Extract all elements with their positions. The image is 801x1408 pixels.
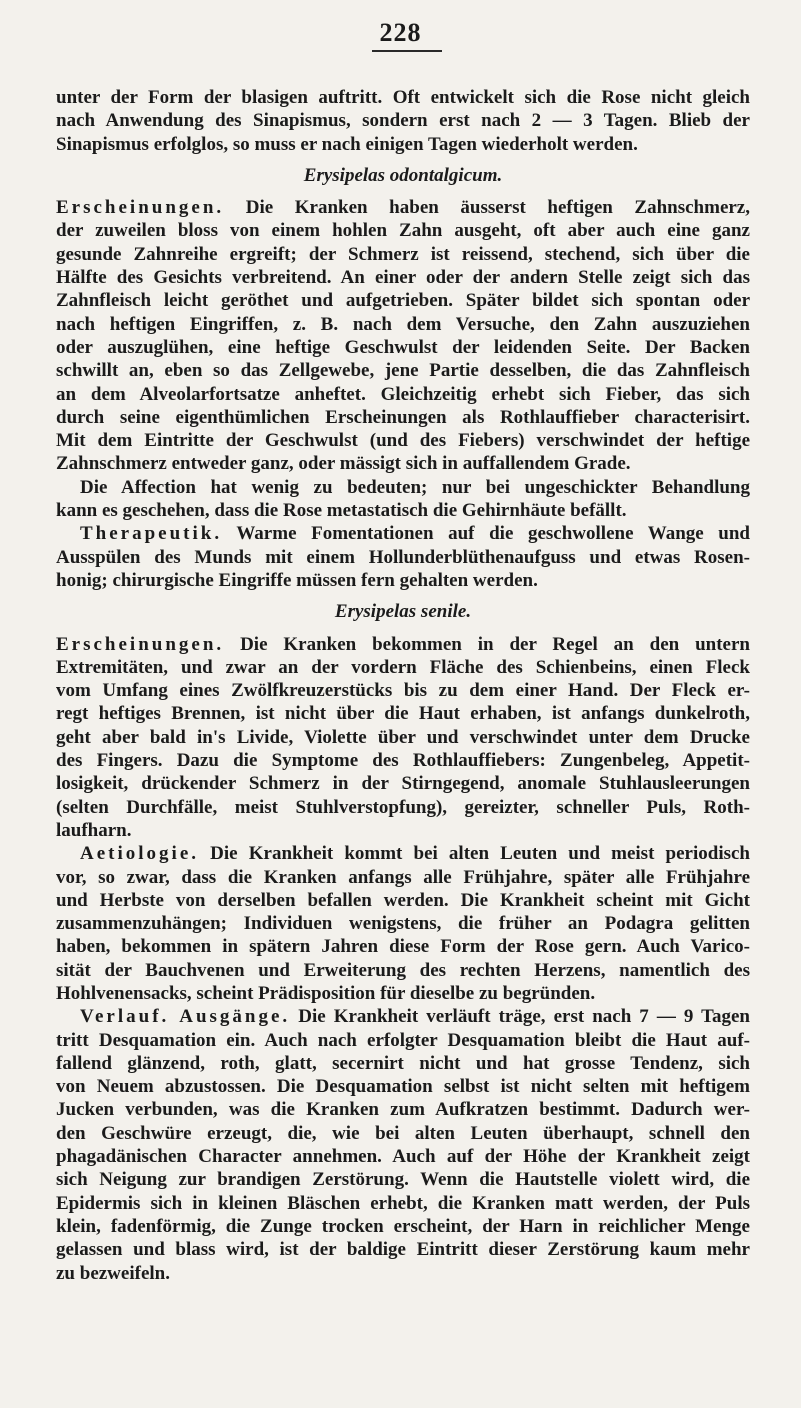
text-line: an dem Alveolarfortsatze anheftet. Gleichzeitig erhebt sich Fieber, das sich [56, 383, 750, 405]
text-line: Hälfte des Gesichts verbreitend. An einer oder der andern Stelle zeigt sich das [56, 267, 750, 289]
paragraph-start: Erscheinungen. Die Kranken haben äusserst heftigen Zahnschmerz, [56, 197, 750, 219]
section-heading-senile: Erysipelas senile. [334, 601, 472, 623]
text-line: der zuweilen bloss von einem hohlen Zahn ausgeht, oft aber auch eine ganz [56, 220, 750, 242]
paragraph-start: Verlauf. Ausgänge. Die Krankheit verläuft träge, erst nach 7 — 9 Tagen [80, 1006, 751, 1028]
text-line: Ausspülen des Munds mit einem Hollunderblüthenaufguss und etwas Rosen- [56, 546, 750, 568]
text-line: tritt Desquamation ein. Auch nach erfolgter Desquamation bleibt die Haut auf- [56, 1029, 750, 1051]
text-line: honig; chirurgische Eingriffe müssen fern gehalten werden. [56, 569, 538, 591]
paragraph-label: Aetiologie. [80, 843, 200, 865]
paragraph-start: Aetiologie. Die Krankheit kommt bei alten Leuten und meist periodisch [80, 843, 750, 865]
text-line: unter der Form der blasigen auftritt. Oft entwickelt sich die Rose nicht gleich [56, 87, 750, 108]
text-line: zusammenzuhängen; Individuen wenigstens, die früher an Podagra gelitten [56, 913, 750, 935]
text-line: Epidermis sich in kleinen Bläschen erhebt, die Kranken matt werden, der Puls [56, 1192, 750, 1214]
text-line: Hohlvenensacks, scheint Prädisposition für dieselbe zu begründen. [56, 982, 596, 1004]
body-text [56, 86, 750, 1285]
text-line: laufharn. [56, 819, 132, 841]
text-line: zu bezweifeln. [56, 1262, 170, 1284]
text-line: Mit dem Eintritte der Geschwulst (und des Fiebers) verschwindet der heftige [56, 430, 750, 452]
text-line: klein, fadenförmig, die Zunge trocken erscheint, der Harn in reichlicher Menge [56, 1215, 750, 1237]
section-heading-odontalgicum: Erysipelas odontalgicum. [303, 164, 503, 186]
text-line: vom Umfang eines Zwölfkreuzerstücks bis zu dem einer Hand. Der Fleck er- [56, 680, 750, 702]
paragraph-label: Verlauf. Ausgänge. [80, 1006, 291, 1028]
text-line: gelassen und blass wird, ist der baldige Eintritt dieser Zerstörung kaum mehr [56, 1239, 750, 1261]
paragraph-label: Erscheinungen. [56, 197, 225, 219]
text-line: Zahnfleisch leicht geröthet und aufgetrieben. Später bildet sich spontan oder [56, 290, 750, 312]
text-line: geht aber bald in's Livide, Violette über und verschwindet unter dem Drucke [56, 726, 750, 748]
text-line: Die Affection hat wenig zu bedeuten; nur bei ungeschickter Behandlung [80, 476, 750, 498]
text-line: Jucken verbunden, was die Kranken zum Aufkratzen bestimmt. Dadurch wer- [56, 1099, 750, 1121]
paragraph-label: Erscheinungen. [56, 633, 225, 655]
text-line: gesunde Zahnreihe ergreift; der Schmerz ist reissend, stechend, sich über die [56, 243, 750, 265]
text-line: Extremitäten, und zwar an der vordern Fläche des Schienbeins, einen Fleck [56, 656, 750, 678]
text-line: von Neuem abzustossen. Die Desquamation selbst ist nicht selten mit heftigem [56, 1076, 750, 1098]
text-line: durch seine eigenthümlichen Erscheinungen als Rothlauffieber characterisirt. [56, 406, 750, 428]
text-line: Zahnschmerz entweder ganz, oder mässigt sich in auffallendem Grade. [56, 453, 631, 475]
paragraph-start: Therapeutik. Warme Fomentationen auf die geschwollene Wange und [80, 523, 750, 545]
text-line: (selten Durchfälle, meist Stuhlverstopfung), gereizter, schneller Puls, Roth- [56, 796, 750, 818]
text-line: nach Anwendung des Sinapismus, sondern erst nach 2 — 3 Tagen. Blieb der [56, 110, 750, 132]
text-line: des Fingers. Dazu die Symptome des Rothlauffiebers: Zungenbeleg, Appetit- [56, 750, 750, 772]
page-number: 228 [379, 18, 422, 47]
paragraph-label: Therapeutik. [80, 523, 223, 545]
paragraph-start: Erscheinungen. Die Kranken bekommen in der Regel an den untern [56, 633, 750, 655]
header-rule [372, 50, 442, 52]
text-line: und Herbste von derselben befallen werden. Die Krankheit scheint mit Gicht [56, 889, 750, 911]
text-line: regt heftiges Brennen, ist nicht über die Haut erhaben, ist anfangs dunkelroth, [56, 703, 750, 725]
text-line: vor, so zwar, dass die Kranken anfangs alle Frühjahre, später alle Frühjahre [56, 866, 750, 888]
text-line: phagadänischen Character annehmen. Auch auf der Höhe der Krankheit zeigt [56, 1146, 750, 1168]
text-line: sität der Bauchvenen und Erweiterung des rechten Herzens, namentlich des [56, 959, 750, 981]
text-line: schwillt an, eben so das Zellgewebe, jene Partie desselben, die das Zahnfleisch [56, 360, 750, 382]
text-line: den Geschwüre erzeugt, die, wie bei alten Leuten überhaupt, schnell den [56, 1122, 750, 1144]
text-line: fallend glänzend, roth, glatt, secernirt nicht und hat grosse Tendenz, sich [56, 1052, 750, 1074]
text-line: kann es geschehen, dass die Rose metastatisch die Gehirnhäute befällt. [56, 500, 627, 522]
text-line: sich Neigung zur brandigen Zerstörung. Wenn die Hautstelle violett wird, die [56, 1169, 750, 1191]
text-line: losigkeit, drückender Schmerz in der Stirngegend, anomale Stuhlausleerungen [56, 773, 750, 795]
text-line: Sinapismus erfolglos, so muss er nach einigen Tagen wiederholt werden. [56, 133, 638, 155]
text-line: haben, bekommen in spätern Jahren diese Form der Rose gern. Auch Varico- [56, 936, 750, 958]
text-line: oder auszuglühen, eine heftige Geschwulst der leidenden Seite. Der Backen [56, 336, 750, 358]
text-line: nach heftigen Eingriffen, z. B. nach dem Versuche, den Zahn auszuziehen [56, 313, 750, 335]
